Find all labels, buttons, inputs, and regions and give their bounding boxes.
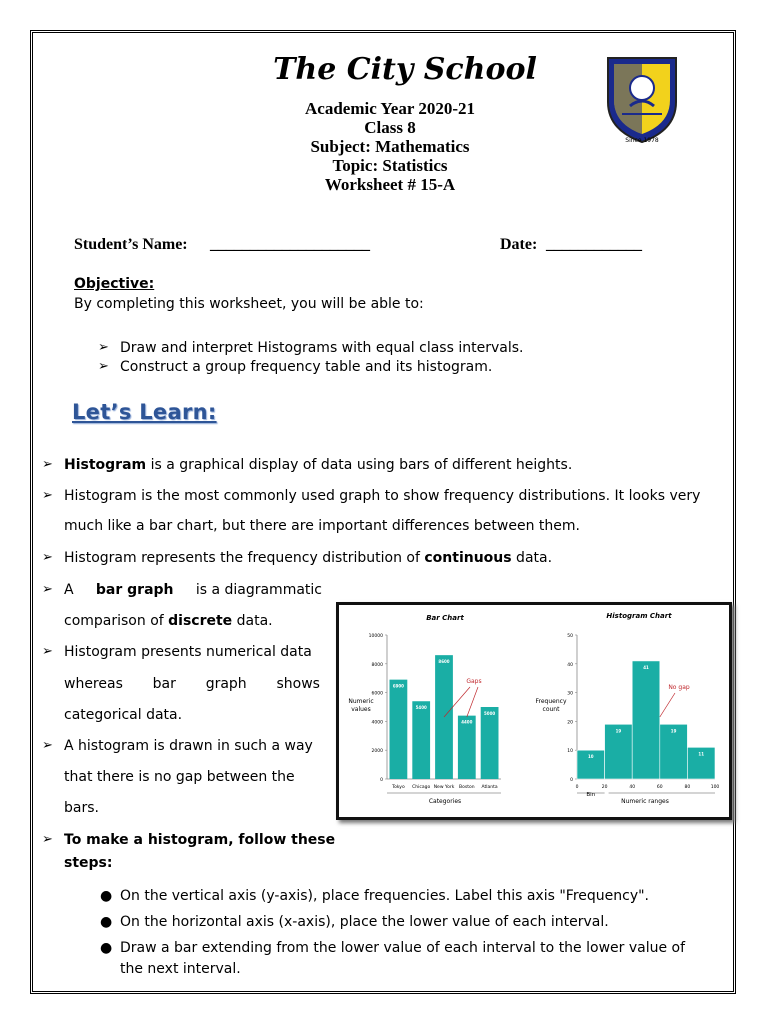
bin-label: Bin <box>586 792 596 798</box>
histogram-value-label: 41 <box>643 664 649 670</box>
no-gap-annotation: No gap <box>668 684 690 691</box>
school-logo <box>600 50 684 149</box>
school-name: The City School <box>273 52 537 87</box>
bar-chart-y-label: Numeric <box>348 698 374 705</box>
worksheet-number: Worksheet # 15-A <box>324 175 456 194</box>
step-item-continuation: the next interval. <box>120 961 241 977</box>
histogram-x-tick-label: 60 <box>656 785 663 790</box>
para-bar-graph-line1: A bar graph is a diagrammatic <box>64 582 322 598</box>
lets-learn-heading: Let’s Learn: <box>72 400 217 424</box>
para-common-graph-line2: much like a bar chart, but there are important differences between them. <box>64 518 580 534</box>
arrow-bullet-icon: ➢ <box>42 644 53 659</box>
histogram-y-tick-label: 0 <box>570 778 573 783</box>
bar-chart-value-label: 5000 <box>484 711 496 716</box>
histogram-x-tick-label: 80 <box>684 785 691 790</box>
bullet-dot-icon: ● <box>100 888 113 904</box>
arrow-bullet-icon: ➢ <box>42 738 53 753</box>
para-steps-line2: steps: <box>64 855 113 871</box>
bar-chart-y-tick-label: 0 <box>380 778 383 783</box>
arrow-bullet-icon: ➢ <box>42 550 53 565</box>
bar-chart-category-label: New York <box>433 785 455 790</box>
bar-chart-bar <box>435 655 453 779</box>
bar-chart-bar <box>390 680 408 779</box>
bar-chart-value-label: 6900 <box>392 683 404 689</box>
class-label: Class 8 <box>364 118 416 137</box>
objective-point: Draw and interpret Histograms with equal class intervals. <box>120 340 524 356</box>
para-no-gap-line2: that there is no gap between the <box>64 769 295 785</box>
date-field[interactable]: ____________ <box>546 236 642 253</box>
bar-chart-x-label: Categories <box>428 798 462 805</box>
bar-chart-category-label: Boston <box>459 785 475 790</box>
date-label: Date: <box>500 236 538 253</box>
bar-chart-category-label: Atlanta <box>481 785 498 790</box>
histogram-y-tick-label: 10 <box>567 749 573 755</box>
bar-chart-y-tick-label: 6000 <box>371 691 383 697</box>
histogram-title: Histogram Chart <box>606 612 672 620</box>
step-item: On the vertical axis (y-axis), place frequencies. Label this axis "Frequency". <box>120 888 649 904</box>
histogram-value-label: 11 <box>698 751 704 757</box>
para-numerical-line1: Histogram presents numerical data <box>64 644 312 660</box>
para-numerical-line2: whereas bar graph shows <box>64 676 320 692</box>
bar-chart-title: Bar Chart <box>426 614 464 622</box>
histogram-y-tick-label: 40 <box>567 662 573 668</box>
arrow-bullet-icon: ➢ <box>42 488 53 503</box>
academic-year: Academic Year 2020-21 <box>305 99 475 118</box>
logo-year: Since 1978 <box>625 137 659 144</box>
bullet-dot-icon: ● <box>100 914 113 930</box>
histogram-x-tick-label: 100 <box>710 785 720 790</box>
histogram-x-label: Numeric ranges <box>621 798 669 805</box>
histogram-y-tick-label: 20 <box>567 720 573 726</box>
histogram-y-label: Frequency <box>535 698 567 705</box>
histogram-y-tick-label: 50 <box>567 634 573 639</box>
para-bar-graph-line2: comparison of discrete data. <box>64 613 273 629</box>
step-item: Draw a bar extending from the lower value of each interval to the lower value of <box>120 940 686 956</box>
objective-intro: By completing this worksheet, you will be able to: <box>74 296 424 312</box>
histogram-y-label: count <box>542 706 560 713</box>
bar-chart-category-label: Chicago <box>412 785 431 790</box>
bar-chart-y-tick-label: 8000 <box>371 662 383 668</box>
bar-chart-bar <box>481 707 499 779</box>
bar-chart-bar <box>412 701 430 779</box>
objective-heading: Objective: <box>74 276 155 292</box>
arrow-bullet-icon: ➢ <box>98 340 109 355</box>
histogram-value-label: 10 <box>588 754 594 760</box>
chart-figure <box>336 602 732 820</box>
para-continuous: Histogram represents the frequency distribution of continuous data. <box>64 550 553 566</box>
histogram-x-tick-label: 0 <box>575 785 579 790</box>
student-name-label: Student’s Name: <box>74 236 188 253</box>
arrow-bullet-icon: ➢ <box>42 457 53 472</box>
bar-chart-bar <box>458 716 476 779</box>
gaps-arrow <box>467 687 478 717</box>
para-no-gap-line1: A histogram is drawn in such a way <box>64 738 313 754</box>
topic-label: Topic: Statistics <box>332 156 448 175</box>
arrow-bullet-icon: ➢ <box>42 832 53 847</box>
bar-chart-value-label: 8600 <box>438 659 450 665</box>
histogram-value-label: 19 <box>670 728 677 734</box>
para-no-gap-line3: bars. <box>64 800 99 816</box>
arrow-bullet-icon: ➢ <box>98 359 109 374</box>
para-histogram-def: Histogram is a graphical display of data using bars of different heights. <box>64 457 573 473</box>
histogram-bar <box>632 661 660 779</box>
bar-chart-value-label: 5400 <box>415 705 427 711</box>
bar-chart-category-label: Tokyo <box>392 785 405 790</box>
histogram-x-tick-label: 20 <box>601 785 608 790</box>
no-gap-arrow <box>660 693 675 717</box>
arrow-bullet-icon: ➢ <box>42 582 53 597</box>
gaps-annotation: Gaps <box>466 678 482 685</box>
histogram-x-tick-label: 40 <box>629 785 636 790</box>
histogram-value-label: 19 <box>615 728 622 734</box>
para-numerical-line3: categorical data. <box>64 707 183 723</box>
charts-svg <box>339 605 729 817</box>
step-item: On the horizontal axis (x-axis), place the lower value of each interval. <box>120 914 609 930</box>
bar-chart-y-label: values <box>351 706 371 713</box>
bar-chart-y-tick-label: 10000 <box>368 634 383 639</box>
bar-chart-y-tick-label: 2000 <box>371 749 383 755</box>
para-common-graph-line1: Histogram is the most commonly used graph to show frequency distributions. It looks very <box>64 488 701 504</box>
subject-label: Subject: Mathematics <box>310 137 470 156</box>
bullet-dot-icon: ● <box>100 940 113 956</box>
histogram-y-tick-label: 30 <box>567 691 573 697</box>
para-steps-line1: To make a histogram, follow these <box>64 832 336 848</box>
student-name-field[interactable]: ____________________ <box>210 236 370 253</box>
objective-point: Construct a group frequency table and its histogram. <box>120 359 493 375</box>
bar-chart-y-tick-label: 4000 <box>371 720 383 726</box>
bar-chart-value-label: 4400 <box>461 719 473 725</box>
